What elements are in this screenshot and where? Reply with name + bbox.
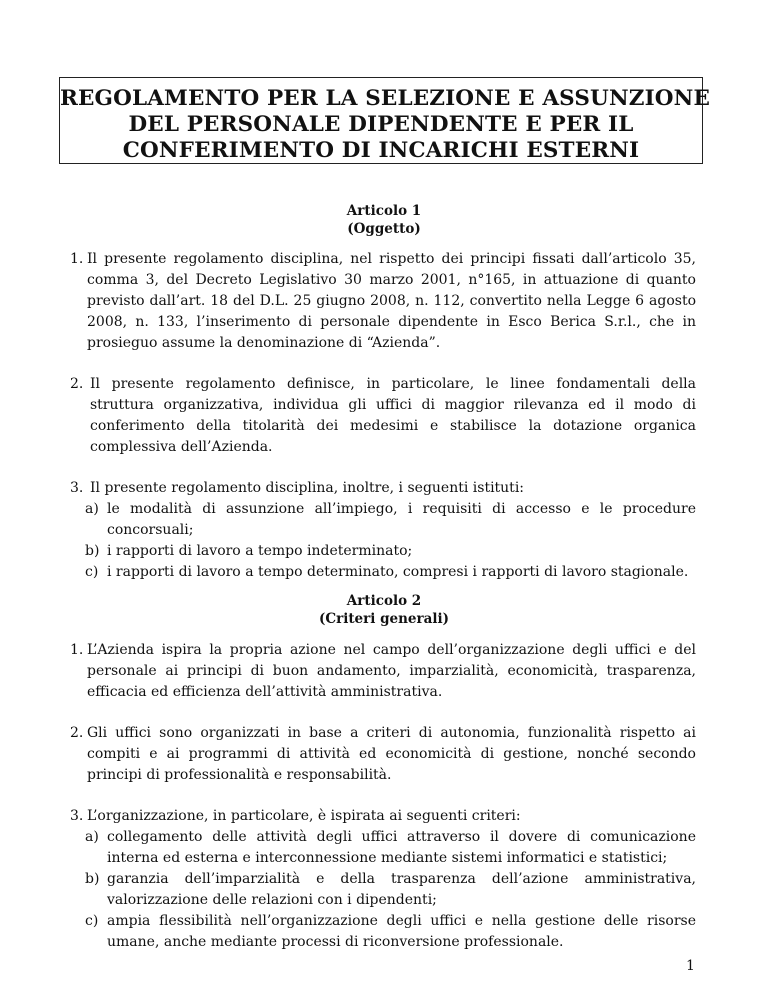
paragraph-text: L’organizzazione, in particolare, è ispirata ai seguenti criteri: bbox=[87, 808, 521, 824]
article-1-paragraph-3 bbox=[70, 478, 696, 499]
paragraph-text: Il presente regolamento disciplina, nel rispetto dei principi fissati dall’articolo 35, comma 3, del Decreto Legislativo 30 marzo 2001, n°165, in attuazione di quanto previsto dall’art. 18 del D.L. 25 giugno 2008, n. 112, convertito nella Legge 6 agosto 2008, n. 133, l’inserimento di personale dipendente in Esco Berica S.r.l., che in prosieguo assume la denominazione di “Azienda”. bbox=[87, 251, 696, 351]
article-2-paragraph-2 bbox=[70, 723, 696, 786]
article-2-paragraph-3 bbox=[70, 806, 696, 827]
article-2-item-c bbox=[85, 911, 696, 953]
paragraph-text: L’Azienda ispira la propria azione nel campo dell’organizzazione degli uffici e del personale ai principi di buon andamento, imparzialità, economicità, trasparenza, efficacia ed efficienza dell’attività amministrativa. bbox=[87, 642, 696, 700]
paragraph-number: 1. bbox=[70, 251, 84, 267]
item-text: i rapporti di lavoro a tempo indeterminato; bbox=[107, 543, 413, 559]
article-2-heading: Articolo 2 bbox=[346, 593, 422, 609]
paragraph-number: 3. bbox=[70, 808, 84, 824]
item-text: collegamento delle attività degli uffici attraverso il dovere di comunicazione interna ed esterna e interconnessione mediante sistemi informatici e statistici; bbox=[107, 829, 696, 866]
article-2-paragraph-1 bbox=[70, 640, 696, 703]
paragraph-number: 2. bbox=[70, 376, 84, 392]
item-text: le modalità di assunzione all’impiego, i requisiti di accesso e le procedure concorsuali; bbox=[107, 501, 696, 538]
page-number: 1 bbox=[686, 958, 695, 974]
article-1-item-c bbox=[85, 562, 696, 583]
paragraph-text: Gli uffici sono organizzati in base a criteri di autonomia, funzionalità rispetto ai compiti e ai programmi di attività ed economicità di gestione, nonché secondo principi di professionalità e responsabilità. bbox=[87, 725, 696, 783]
article-1-item-a bbox=[85, 499, 696, 541]
item-text: ampia flessibilità nell’organizzazione degli uffici e nella gestione delle risorse umane, anche mediante processi di riconversione professionale. bbox=[107, 913, 696, 950]
article-2-subheading: (Criteri generali) bbox=[318, 611, 450, 627]
paragraph-text: Il presente regolamento definisce, in particolare, le linee fondamentali della struttura organizzativa, individua gli uffici di maggior rilevanza ed il modo di conferimento della titolarità dei medesimi e stabilisce la dotazione organica complessiva dell’Azienda. bbox=[90, 376, 696, 455]
item-label: c) bbox=[85, 913, 99, 929]
paragraph-number: 1. bbox=[70, 642, 84, 658]
article-1-item-b bbox=[85, 541, 696, 562]
item-label: c) bbox=[85, 564, 99, 580]
article-1-heading: Articolo 1 bbox=[346, 203, 422, 219]
document-title-line-3: CONFERIMENTO DI INCARICHI ESTERNI bbox=[122, 138, 640, 163]
article-1-paragraph-2 bbox=[70, 374, 696, 458]
article-2-item-a bbox=[85, 827, 696, 869]
document-title-line-1: REGOLAMENTO PER LA SELEZIONE E ASSUNZIONE bbox=[60, 86, 711, 111]
paragraph-number: 2. bbox=[70, 725, 84, 741]
item-text: i rapporti di lavoro a tempo determinato, compresi i rapporti di lavoro stagionale. bbox=[107, 564, 689, 580]
item-label: b) bbox=[85, 871, 100, 887]
item-label: a) bbox=[85, 501, 99, 517]
document-title-line-2: DEL PERSONALE DIPENDENTE E PER IL bbox=[128, 112, 634, 137]
item-label: a) bbox=[85, 829, 99, 845]
document-title-box bbox=[59, 77, 711, 164]
article-2-item-b bbox=[85, 869, 696, 911]
item-label: b) bbox=[85, 543, 100, 559]
paragraph-number: 3. bbox=[70, 480, 84, 496]
paragraph-text: Il presente regolamento disciplina, inoltre, i seguenti istituti: bbox=[90, 480, 525, 496]
item-text: garanzia dell’imparzialità e della trasparenza dell’azione amministrativa, valorizzazione delle relazioni con i dipendenti; bbox=[107, 871, 696, 908]
article-1-paragraph-1 bbox=[70, 249, 696, 354]
article-1-subheading: (Oggetto) bbox=[347, 221, 421, 237]
